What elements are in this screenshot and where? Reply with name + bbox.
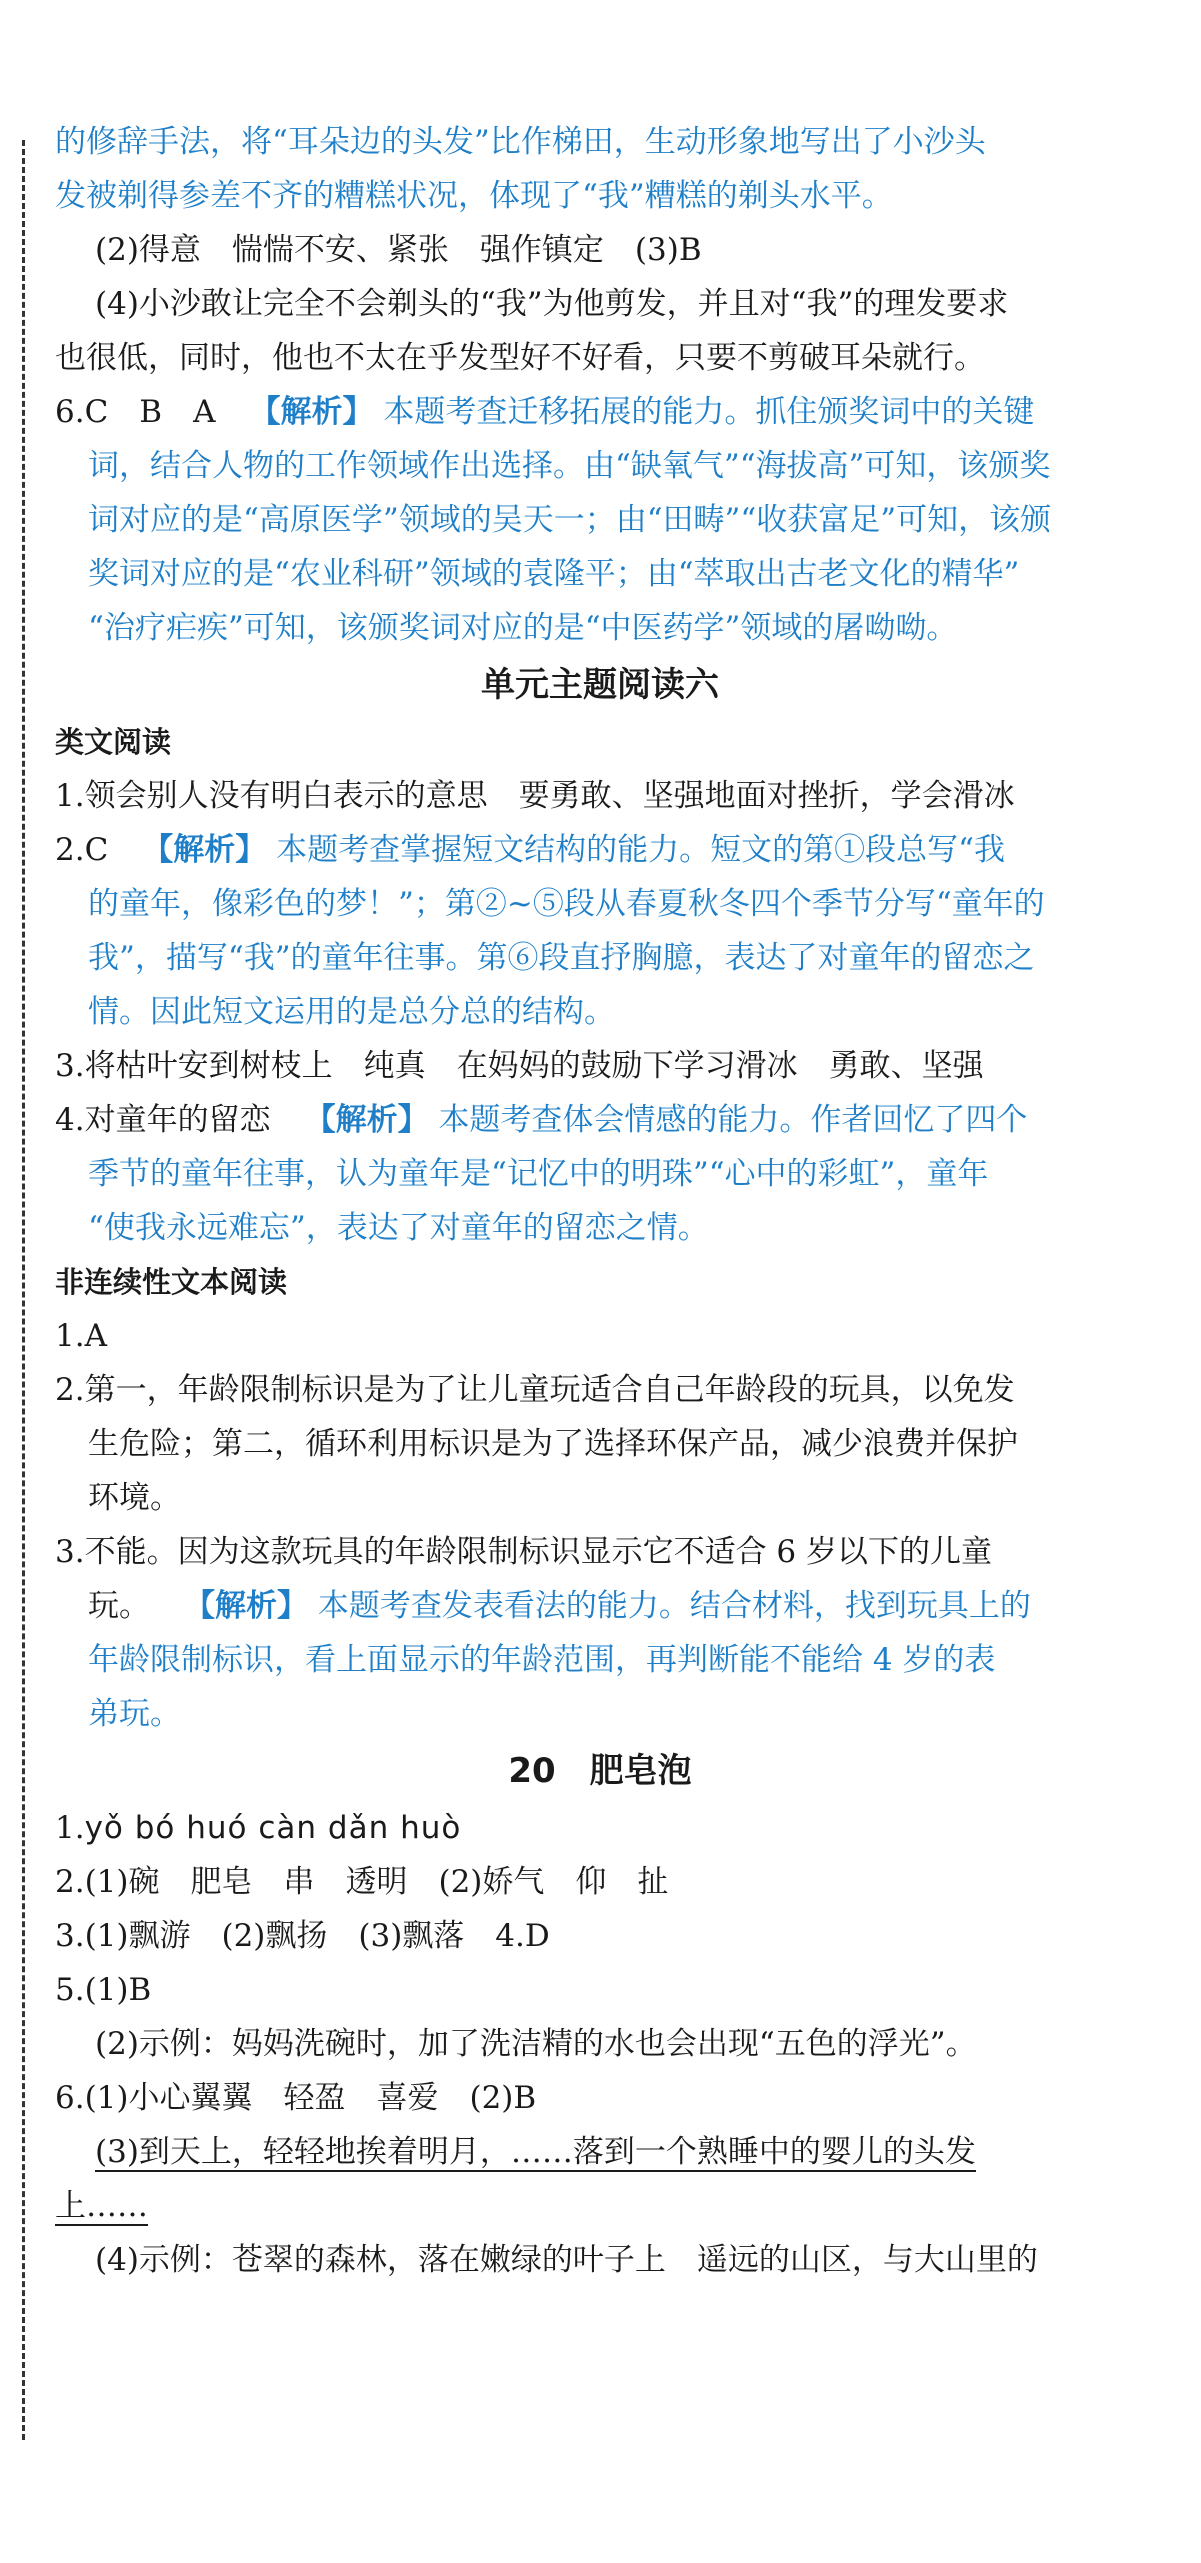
subsection-heading: 非连续性文本阅读 [55, 1265, 288, 1299]
answer-line: 1.领会别人没有明白表示的意思 要勇敢、坚强地面对挫折，学会滑冰 [55, 778, 1015, 814]
section-title: 单元主题阅读六 [481, 665, 719, 705]
analysis-line: 情。因此短文运用的是总分总的结构。 [88, 994, 615, 1030]
answer-number: 1. [55, 1810, 85, 1846]
answer-line: 1.A [55, 1318, 107, 1354]
analysis-line: 词对应的是“高原医学”领域的吴天一；由“田畴”“收获富足”可知，该颁 [88, 502, 1052, 538]
answer-text: 玩。 [88, 1588, 150, 1624]
answer-line: 3.将枯叶安到树枝上 纯真 在妈妈的鼓励下学习滑冰 勇敢、坚强 [55, 1048, 984, 1084]
lesson-title: 20 肥皂泡 [508, 1751, 692, 1791]
analysis-tag: 【解析】 [304, 1102, 429, 1138]
analysis-line: 词，结合人物的工作领域作出选择。由“缺氧气”“海拔高”可知，该颁奖 [88, 448, 1051, 484]
pinyin-answers: yǒ bó huó càn dǎn huò [84, 1810, 462, 1846]
answer-line [55, 1801, 1145, 1855]
answer-line: 5.(1)B [55, 1972, 152, 2008]
analysis-line: 的童年，像彩色的梦！”；第②~⑤段从春夏秋冬四个季节分写“童年的 [88, 886, 1045, 922]
underlined-answer: 上…… [55, 2188, 148, 2224]
answer-line: 3.不能。因为这款玩具的年龄限制标识显示它不适合 6 岁以下的儿童 [55, 1534, 993, 1570]
underlined-answer: (3)到天上，轻轻地挨着明月，……落到一个熟睡中的婴儿的头发 [95, 2134, 976, 2170]
answer-line: 的修辞手法，将“耳朵边的头发”比作梯田，生动形象地写出了小沙头 [55, 124, 986, 160]
answer-number: 6.C B A [55, 394, 216, 430]
analysis-text: 本题考查迁移拓展的能力。抓住颁奖词中的关键 [383, 394, 1035, 430]
analysis-line: 年龄限制标识，看上面显示的年龄范围，再判断能不能给 4 岁的表 [88, 1642, 996, 1678]
answer-line [55, 1093, 1145, 1147]
analysis-line: “使我永远难忘”，表达了对童年的留恋之情。 [88, 1210, 709, 1246]
answer-line [55, 2179, 1145, 2233]
binding-dashed-line [22, 140, 25, 2440]
analysis-line: 奖词对应的是“农业科研”领域的袁隆平；由“萃取出古老文化的精华” [88, 556, 1020, 592]
answer-line: 2.(1)碗 肥皂 串 透明 (2)娇气 仰 扯 [55, 1864, 669, 1900]
answer-line: (4)示例：苍翠的森林，落在嫩绿的叶子上 遥远的山区，与大山里的 [95, 2242, 1038, 2278]
analysis-tag: 【解析】 [142, 832, 267, 868]
answer-line: 生危险；第二，循环利用标识是为了选择环保产品，减少浪费并保护 [88, 1426, 1018, 1462]
answer-line: 2.第一，年龄限制标识是为了让儿童玩适合自己年龄段的玩具，以免发 [55, 1372, 1015, 1408]
answer-line: 6.(1)小心翼翼 轻盈 喜爱 (2)B [55, 2080, 537, 2116]
analysis-text: 本题考查体会情感的能力。作者回忆了四个 [438, 1102, 1028, 1138]
analysis-tag: 【解析】 [249, 394, 374, 430]
answer-line: (2)示例：妈妈洗碗时，加了洗洁精的水也会出现“五色的浮光”。 [95, 2026, 977, 2062]
answer-line: (2)得意 惴惴不安、紧张 强作镇定 (3)B [95, 232, 702, 268]
analysis-line: 弟玩。 [88, 1696, 181, 1732]
answer-line: 环境。 [88, 1480, 181, 1516]
answer-number: 4.对童年的留恋 [55, 1102, 271, 1138]
answer-line: 3.(1)飘游 (2)飘扬 (3)飘落 4.D [55, 1918, 550, 1954]
answer-line: (4)小沙敢让完全不会剃头的“我”为他剪发，并且对“我”的理发要求 [95, 286, 1009, 322]
analysis-text: 本题考查掌握短文结构的能力。短文的第①段总写“我 [276, 832, 1006, 868]
analysis-tag: 【解析】 [184, 1588, 308, 1624]
subsection-heading: 类文阅读 [55, 725, 172, 759]
analysis-line: 我”，描写“我”的童年往事。第⑥段直抒胸臆，表达了对童年的留恋之 [88, 940, 1035, 976]
analysis-line: “治疗疟疾”可知，该颁奖词对应的是“中医药学”领域的屠呦呦。 [88, 610, 958, 646]
answer-line: 发被剃得参差不齐的糟糕状况，体现了“我”糟糕的剃头水平。 [55, 178, 893, 214]
answer-line: 也很低，同时，他也不太在乎发型好不好看，只要不剪破耳朵就行。 [55, 340, 985, 376]
analysis-text: 本题考查发表看法的能力。结合材料，找到玩具上的 [317, 1588, 1031, 1624]
answer-line [55, 385, 1145, 439]
answer-page [55, 115, 1145, 2287]
answer-line [55, 1579, 1145, 1633]
answer-line [55, 823, 1145, 877]
answer-line [55, 2125, 1145, 2179]
answer-number: 2.C [55, 832, 109, 868]
analysis-line: 季节的童年往事，认为童年是“记忆中的明珠”“心中的彩虹”，童年 [88, 1156, 989, 1192]
